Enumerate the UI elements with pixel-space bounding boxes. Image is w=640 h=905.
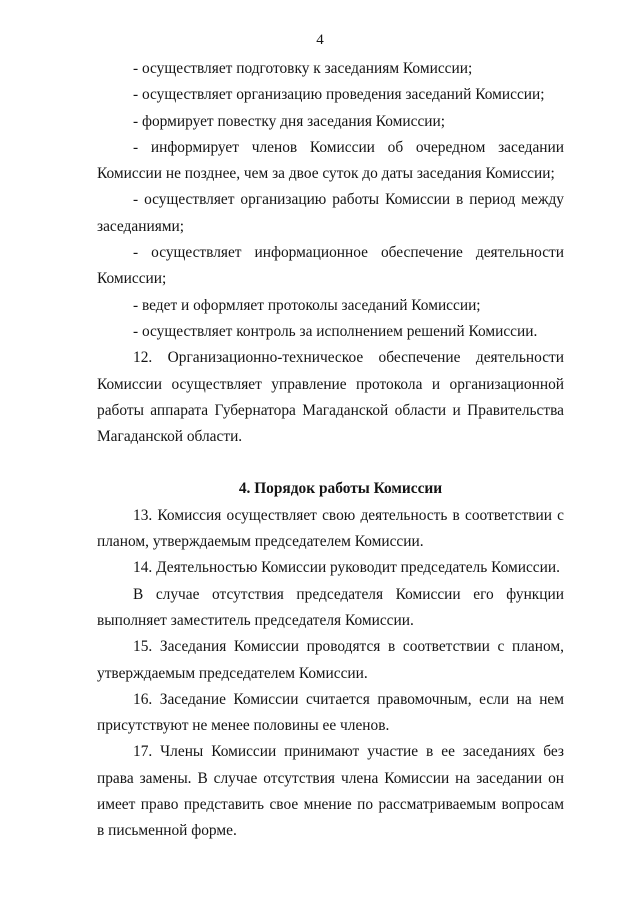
clause-paragraph: 16. Заседание Комиссии считается правомочным, если на нем присутствуют не менее половины ее членов. [97, 690, 564, 735]
clause-paragraph: 15. Заседания Комиссии проводятся в соответствии с планом, утверждаемым председателем Комиссии. [97, 638, 564, 682]
page-number: 4 [316, 32, 324, 48]
duty-item: - осуществляет организацию работы Комиссии в период между заседаниями; [97, 191, 564, 235]
duty-item: - осуществляет контроль за исполнением решений Комиссии. [133, 322, 538, 340]
clause-paragraph: 14. Деятельностью Комиссии руководит председатель Комиссии. [133, 559, 560, 577]
section-heading: 4. Порядок работы Комиссии [238, 480, 443, 498]
duty-item: - осуществляет организацию проведения заседаний Комиссии; [133, 86, 545, 104]
clause-paragraph: 17. Члены Комиссии принимают участие в ее заседаниях без права замены. В случае отсутствия члена Комиссии на заседании он имеет право представить свое мнение по рассматриваемым вопросам в письменной форме. [97, 743, 564, 840]
document-body [97, 56, 564, 845]
duty-item: - осуществляет информационное обеспечение деятельности Комиссии; [97, 244, 564, 288]
clause-12: 12. Организационно-техническое обеспечение деятельности Комиссии осуществляет управление протокола и организационной работы аппарата Губернатора Магаданской области и Правительства Магаданской области. [97, 349, 564, 446]
clause-paragraph: 13. Комиссия осуществляет свою деятельность в соответствии с планом, утверждаемым председателем Комиссии. [97, 506, 564, 551]
duty-item: - формирует повестку дня заседания Комиссии; [133, 112, 446, 130]
duty-item: - осуществляет подготовку к заседаниям Комиссии; [133, 60, 473, 77]
duty-item: - ведет и оформляет протоколы заседаний Комиссии; [133, 296, 481, 314]
duty-item: - информирует членов Комиссии об очередном заседании Комиссии не позднее, чем за двое суток до даты заседания Комиссии; [97, 138, 564, 183]
clause-paragraph: В случае отсутствия председателя Комиссии его функции выполняет заместитель председателя Комиссии. [97, 585, 564, 629]
